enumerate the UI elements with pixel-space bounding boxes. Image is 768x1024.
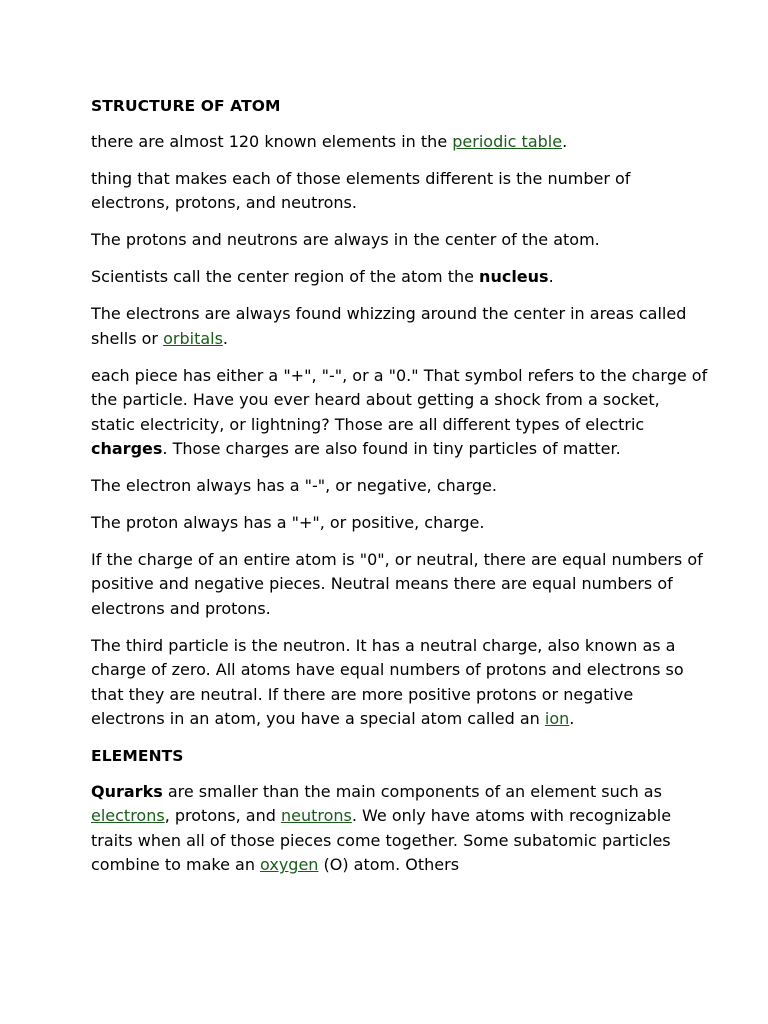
paragraph-electron-negative: The electron always has a "-", or negative, charge.: [91, 476, 497, 496]
heading-elements: ELEMENTS: [91, 747, 184, 766]
paragraph-text: .: [569, 709, 575, 729]
paragraph-text: , protons, and: [164, 806, 281, 826]
paragraph-text: Scientists call the center region of the atom the: [91, 267, 480, 287]
paragraph-text: The third particle is the neutron. It has a neutral charge, also known as a charge of zero. All atoms have equal numbers of protons and electrons so that they are neutral. If there are more positive protons or negative electrons in an atom, you have a special atom called an: [91, 635, 684, 729]
paragraph-neutron-ion: [91, 634, 708, 732]
link-periodic-table[interactable]: periodic table: [452, 132, 563, 151]
paragraph-text: there are almost 120 known elements in the: [91, 132, 453, 151]
paragraph-elements-different: thing that makes each of those elements different is the number of electrons, protons, and neutrons.: [91, 169, 631, 213]
paragraph-proton-positive: The proton always has a "+", or positive, charge.: [91, 513, 485, 533]
paragraph-electrons-shells: [91, 302, 708, 351]
paragraph-known-elements: [91, 130, 708, 154]
paragraph-nucleus: [91, 265, 708, 289]
heading-structure-of-atom: STRUCTURE OF ATOM: [91, 97, 281, 115]
paragraph-charge-symbols: [91, 364, 708, 462]
paragraph-text: . Those charges are also found in tiny particles of matter.: [162, 439, 621, 459]
paragraph-text: . We only have atoms with recognizable traits when all of those pieces come together. Some subatomic particles combine to make an: [91, 806, 672, 875]
link-orbitals[interactable]: orbitals: [163, 328, 223, 348]
link-oxygen[interactable]: oxygen: [260, 855, 319, 875]
paragraph-text: .: [548, 267, 554, 287]
bold-term-charges: charges: [91, 439, 163, 459]
paragraph-text: The electrons are always found whizzing around the center in areas called shells or: [91, 304, 687, 348]
paragraph-text: each piece has either a "+", "-", or a "0." That symbol refers to the charge of the particle. Have you ever heard about getting a shock from a socket, static electricity, or lightning? Those are all different types of electric: [91, 365, 708, 434]
bold-term-nucleus: nucleus: [479, 267, 549, 287]
bold-term-qurarks: Qurarks: [91, 782, 163, 802]
paragraph-text: .: [222, 328, 229, 348]
paragraph-neutral-atom: If the charge of an entire atom is "0", or neutral, there are equal numbers of positive and negative pieces. Neutral means there are equal numbers of electrons and protons.: [91, 550, 703, 618]
link-neutrons[interactable]: neutrons: [280, 806, 352, 826]
paragraph-text: are smaller than the main components of an element such as: [162, 782, 662, 802]
paragraph-text: (O) atom. Others: [318, 855, 460, 875]
paragraph-text: .: [562, 132, 568, 151]
link-ion[interactable]: ion: [544, 709, 570, 729]
link-electrons[interactable]: electrons: [91, 806, 165, 826]
paragraph-qurarks: [91, 780, 708, 878]
paragraph-protons-neutrons-center: The protons and neutrons are always in the center of the atom.: [91, 230, 600, 250]
